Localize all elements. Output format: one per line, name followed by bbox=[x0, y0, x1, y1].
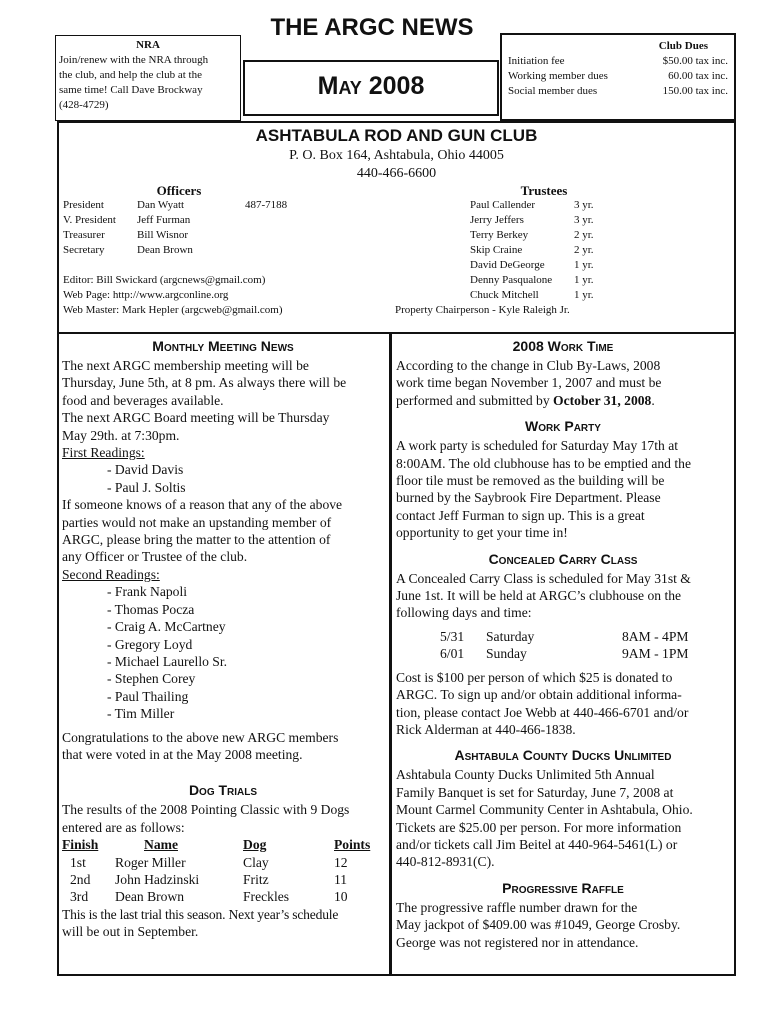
workparty-heading: Work Party bbox=[525, 418, 601, 435]
schedule-time: 8AM - 4PM bbox=[622, 628, 689, 644]
finish-cell: 2nd bbox=[70, 871, 91, 887]
first-readings-label: First Readings: bbox=[62, 445, 145, 461]
dog-cell: Clay bbox=[243, 854, 269, 870]
second-reading-name: - Thomas Pocza bbox=[107, 601, 195, 617]
webmaster-line: Web Master: Mark Hepler (argcweb@gmail.com) bbox=[63, 304, 283, 316]
finish-cell: 1st bbox=[70, 854, 86, 870]
schedule-day: Saturday bbox=[486, 628, 535, 644]
dues-label: Working member dues bbox=[508, 70, 608, 82]
club-info-box bbox=[57, 121, 736, 334]
trustee-term: 1 yr. bbox=[574, 259, 594, 271]
trustee-name: David DeGeorge bbox=[470, 259, 545, 271]
col-finish: Finish bbox=[62, 837, 99, 853]
second-reading-name: - Tim Miller bbox=[107, 706, 175, 722]
nra-box bbox=[55, 35, 241, 121]
officer-row bbox=[63, 243, 383, 258]
nra-line: Join/renew with the NRA through bbox=[59, 54, 209, 66]
workparty-line: A work party is scheduled for Saturday May 17th at bbox=[396, 438, 679, 454]
meeting-line: any Officer or Trustee of the club. bbox=[62, 549, 248, 565]
dog-intro-line: entered are as follows: bbox=[62, 819, 185, 835]
dues-amount: 60.00 tax inc. bbox=[668, 70, 728, 82]
officer-role: President bbox=[63, 199, 104, 211]
dog-trials-heading: Dog Trials bbox=[188, 782, 258, 799]
raffle-line: The progressive raffle number drawn for the bbox=[396, 899, 638, 915]
officer-name: Dan Wyatt bbox=[137, 199, 185, 211]
raffle-line: May jackpot of $409.00 was #1049, George Crosby. bbox=[396, 917, 681, 933]
trustee-row bbox=[470, 288, 670, 303]
trustee-name: Jerry Jeffers bbox=[470, 214, 524, 226]
left-column bbox=[62, 337, 384, 941]
schedule-row bbox=[396, 645, 730, 662]
meeting-line: May 29th. at 7:30pm. bbox=[62, 427, 180, 443]
schedule-day: Sunday bbox=[486, 646, 527, 662]
masthead-title: THE ARGC NEWS bbox=[270, 14, 474, 41]
finish-cell: 3rd bbox=[70, 889, 89, 905]
dues-label: Social member dues bbox=[508, 85, 598, 97]
trustee-row bbox=[470, 228, 670, 243]
trustee-term: 3 yr. bbox=[574, 199, 594, 211]
second-reading-name: - Craig A. McCartney bbox=[107, 619, 226, 635]
meeting-line: food and beverages available. bbox=[62, 392, 224, 408]
nra-line: same time! Call Dave Brockway bbox=[59, 84, 203, 96]
officer-row bbox=[63, 213, 383, 228]
trustee-row bbox=[470, 198, 670, 213]
trustee-term: 2 yr. bbox=[574, 244, 594, 256]
meeting-line: parties would not make an upstanding member of bbox=[62, 514, 332, 530]
table-row bbox=[62, 871, 384, 888]
trustee-term: 1 yr. bbox=[574, 289, 594, 301]
ccw-heading: Concealed Carry Class bbox=[488, 550, 638, 567]
meeting-line: ARGC, please bring the matter to the attention of bbox=[62, 532, 331, 548]
officer-role: Treasurer bbox=[63, 229, 105, 241]
issue-box bbox=[243, 60, 499, 116]
ccw-line: Rick Alderman at 440-466-1838. bbox=[396, 721, 576, 737]
worktime-line: work time began November 1, 2007 and must be bbox=[396, 375, 662, 391]
schedule-date: 6/01 bbox=[440, 646, 465, 662]
second-reading-name: - Gregory Loyd bbox=[107, 636, 193, 652]
meeting-line: The next ARGC membership meeting will be bbox=[62, 358, 309, 373]
editor-line: Editor: Bill Swickard (argcnews@gmail.com) bbox=[63, 274, 266, 286]
meeting-line: If someone knows of a reason that any of the above bbox=[62, 497, 343, 513]
workparty-line: floor tile must be removed as the building will be bbox=[396, 473, 665, 489]
ccw-line: Cost is $100 per person of which $25 is donated to bbox=[396, 669, 673, 685]
ducks-heading: Ashtabula County Ducks Unlimited bbox=[454, 747, 672, 764]
col-dog: Dog bbox=[243, 837, 267, 853]
raffle-heading: Progressive Raffle bbox=[502, 879, 624, 896]
ccw-line: tion, please contact Joe Webb at 440-466-6701 and/or bbox=[396, 704, 689, 720]
officer-name: Jeff Furman bbox=[137, 214, 191, 226]
dues-row bbox=[508, 69, 728, 84]
trustee-name: Paul Callender bbox=[470, 199, 536, 211]
club-phone: 440-466-6600 bbox=[356, 166, 437, 181]
second-reading-name: - Frank Napoli bbox=[107, 584, 188, 600]
officer-name: Bill Wisnor bbox=[137, 229, 188, 241]
col-name: Name bbox=[144, 837, 178, 853]
trustee-name: Skip Craine bbox=[470, 244, 523, 256]
nra-line: (428-4729) bbox=[59, 99, 109, 111]
trustee-term: 2 yr. bbox=[574, 229, 594, 241]
right-column bbox=[396, 337, 730, 951]
officer-role: Secretary bbox=[63, 244, 105, 256]
name-cell: Dean Brown bbox=[115, 889, 185, 905]
ducks-line: and/or tickets call Jim Beitel at 440-964-5461(L) or bbox=[396, 836, 678, 852]
worktime-heading: 2008 Work Time bbox=[512, 338, 614, 354]
second-reading-name: - Paul Thailing bbox=[107, 688, 189, 704]
workparty-line: burned by the Saybrook Fire Department. Please bbox=[396, 490, 661, 506]
trustee-row bbox=[470, 273, 670, 288]
points-cell: 10 bbox=[334, 889, 348, 905]
dog-cell: Freckles bbox=[243, 889, 290, 905]
issue-date: May 2008 bbox=[317, 72, 425, 100]
contacts bbox=[63, 273, 283, 318]
ccw-line: following days and time: bbox=[396, 605, 532, 621]
dues-amount: $50.00 tax inc. bbox=[662, 55, 728, 67]
officer-row bbox=[63, 228, 383, 243]
dog-outro-line: will be out in September. bbox=[62, 924, 199, 940]
officer-phone: 487-7188 bbox=[245, 199, 288, 211]
trustee-name: Denny Pasqualone bbox=[470, 274, 553, 286]
second-readings-label: Second Readings: bbox=[62, 566, 160, 582]
name-cell: John Hadzinski bbox=[115, 871, 200, 887]
workparty-line: opportunity to get your time in! bbox=[396, 525, 568, 541]
dog-cell: Fritz bbox=[243, 871, 269, 887]
ducks-line: Mount Carmel Community Center in Ashtabula, Ohio. bbox=[396, 802, 693, 818]
dues-box bbox=[500, 33, 736, 121]
trustee-name: Chuck Mitchell bbox=[470, 289, 539, 301]
ducks-line: Ashtabula County Ducks Unlimited 5th Annual bbox=[396, 767, 655, 783]
ccw-line: ARGC. To sign up and/or obtain additional informa- bbox=[396, 687, 682, 703]
trustee-name: Terry Berkey bbox=[470, 229, 529, 241]
dog-outro-line: This is the last trial this season. Next year’s schedule bbox=[62, 906, 339, 922]
trustee-row bbox=[470, 213, 670, 228]
dues-label: Initiation fee bbox=[508, 55, 565, 67]
workparty-line: contact Jeff Furman to sign up. This is a great bbox=[396, 507, 645, 523]
ccw-line: June 1st. It will be held at ARGC’s clubhouse on the bbox=[396, 588, 682, 604]
club-address: P. O. Box 164, Ashtabula, Ohio 44005 bbox=[289, 148, 504, 163]
nra-line: the club, and help the club at the bbox=[59, 69, 202, 81]
second-reading-name: - Michael Laurello Sr. bbox=[107, 653, 228, 669]
deadline-date: October 31, 2008 bbox=[553, 392, 652, 408]
name-cell: Roger Miller bbox=[115, 854, 186, 870]
trustees-title: Trustees bbox=[520, 183, 568, 198]
officer-row bbox=[63, 198, 383, 213]
officer-role: V. President bbox=[63, 214, 116, 226]
raffle-line: George was not registered nor in attendance. bbox=[396, 934, 639, 950]
dues-amount: 150.00 tax inc. bbox=[662, 85, 728, 97]
deadline-prefix: performed and submitted by bbox=[396, 392, 554, 408]
club-name: ASHTABULA ROD AND GUN CLUB bbox=[255, 126, 538, 145]
worktime-line: According to the change in Club By-Laws, 2008 bbox=[396, 358, 661, 373]
officers-title: Officers bbox=[156, 183, 202, 198]
worktime-deadline bbox=[396, 392, 730, 409]
table-row bbox=[62, 888, 384, 905]
col-points: Points bbox=[334, 837, 371, 853]
points-cell: 12 bbox=[334, 854, 348, 870]
dues-row bbox=[508, 54, 728, 69]
meeting-heading: Monthly Meeting News bbox=[152, 338, 294, 354]
first-reading-name: - Paul J. Soltis bbox=[107, 479, 186, 495]
meeting-line: The next ARGC Board meeting will be Thursday bbox=[62, 410, 330, 426]
meeting-line: Thursday, June 5th, at 8 pm. As always there will be bbox=[62, 375, 347, 391]
nra-text bbox=[59, 53, 237, 113]
trustee-row bbox=[470, 243, 670, 258]
table-row bbox=[62, 854, 384, 871]
ccw-line: A Concealed Carry Class is scheduled for May 31st & bbox=[396, 570, 691, 586]
schedule-date: 5/31 bbox=[440, 628, 465, 644]
nra-title: NRA bbox=[136, 39, 160, 51]
column-divider bbox=[389, 334, 392, 974]
dog-table-header bbox=[62, 836, 384, 853]
trustee-row bbox=[470, 258, 670, 273]
property-chair: Property Chairperson - Kyle Raleigh Jr. bbox=[395, 304, 570, 316]
deadline-suffix: . bbox=[651, 392, 655, 408]
trustee-term: 1 yr. bbox=[574, 274, 594, 286]
dues-title: Club Dues bbox=[658, 40, 708, 52]
dues-row bbox=[508, 84, 728, 99]
meeting-line: that were voted in at the May 2008 meeting. bbox=[62, 746, 303, 762]
schedule-time: 9AM - 1PM bbox=[622, 646, 689, 662]
officer-name: Dean Brown bbox=[137, 244, 193, 256]
officers-list bbox=[63, 198, 383, 258]
points-cell: 11 bbox=[334, 871, 348, 887]
trustee-term: 3 yr. bbox=[574, 214, 594, 226]
ducks-line: Family Banquet is set for Saturday, June 7, 2008 at bbox=[396, 784, 674, 800]
ducks-line: Tickets are $25.00 per person. For more information bbox=[396, 819, 682, 835]
workparty-line: 8:00AM. The old clubhouse has to be emptied and the bbox=[396, 455, 691, 471]
schedule-row bbox=[396, 628, 730, 645]
ducks-line: 440-812-8931(C). bbox=[396, 854, 495, 870]
dog-intro-line: The results of the 2008 Pointing Classic with 9 Dogs bbox=[62, 802, 350, 818]
trustees-list bbox=[470, 198, 670, 303]
meeting-line: Congratulations to the above new ARGC members bbox=[62, 729, 339, 745]
first-reading-name: - David Davis bbox=[107, 462, 184, 478]
second-reading-name: - Stephen Corey bbox=[107, 671, 196, 687]
webpage-link[interactable]: Web Page: http://www.argconline.org bbox=[63, 289, 229, 301]
